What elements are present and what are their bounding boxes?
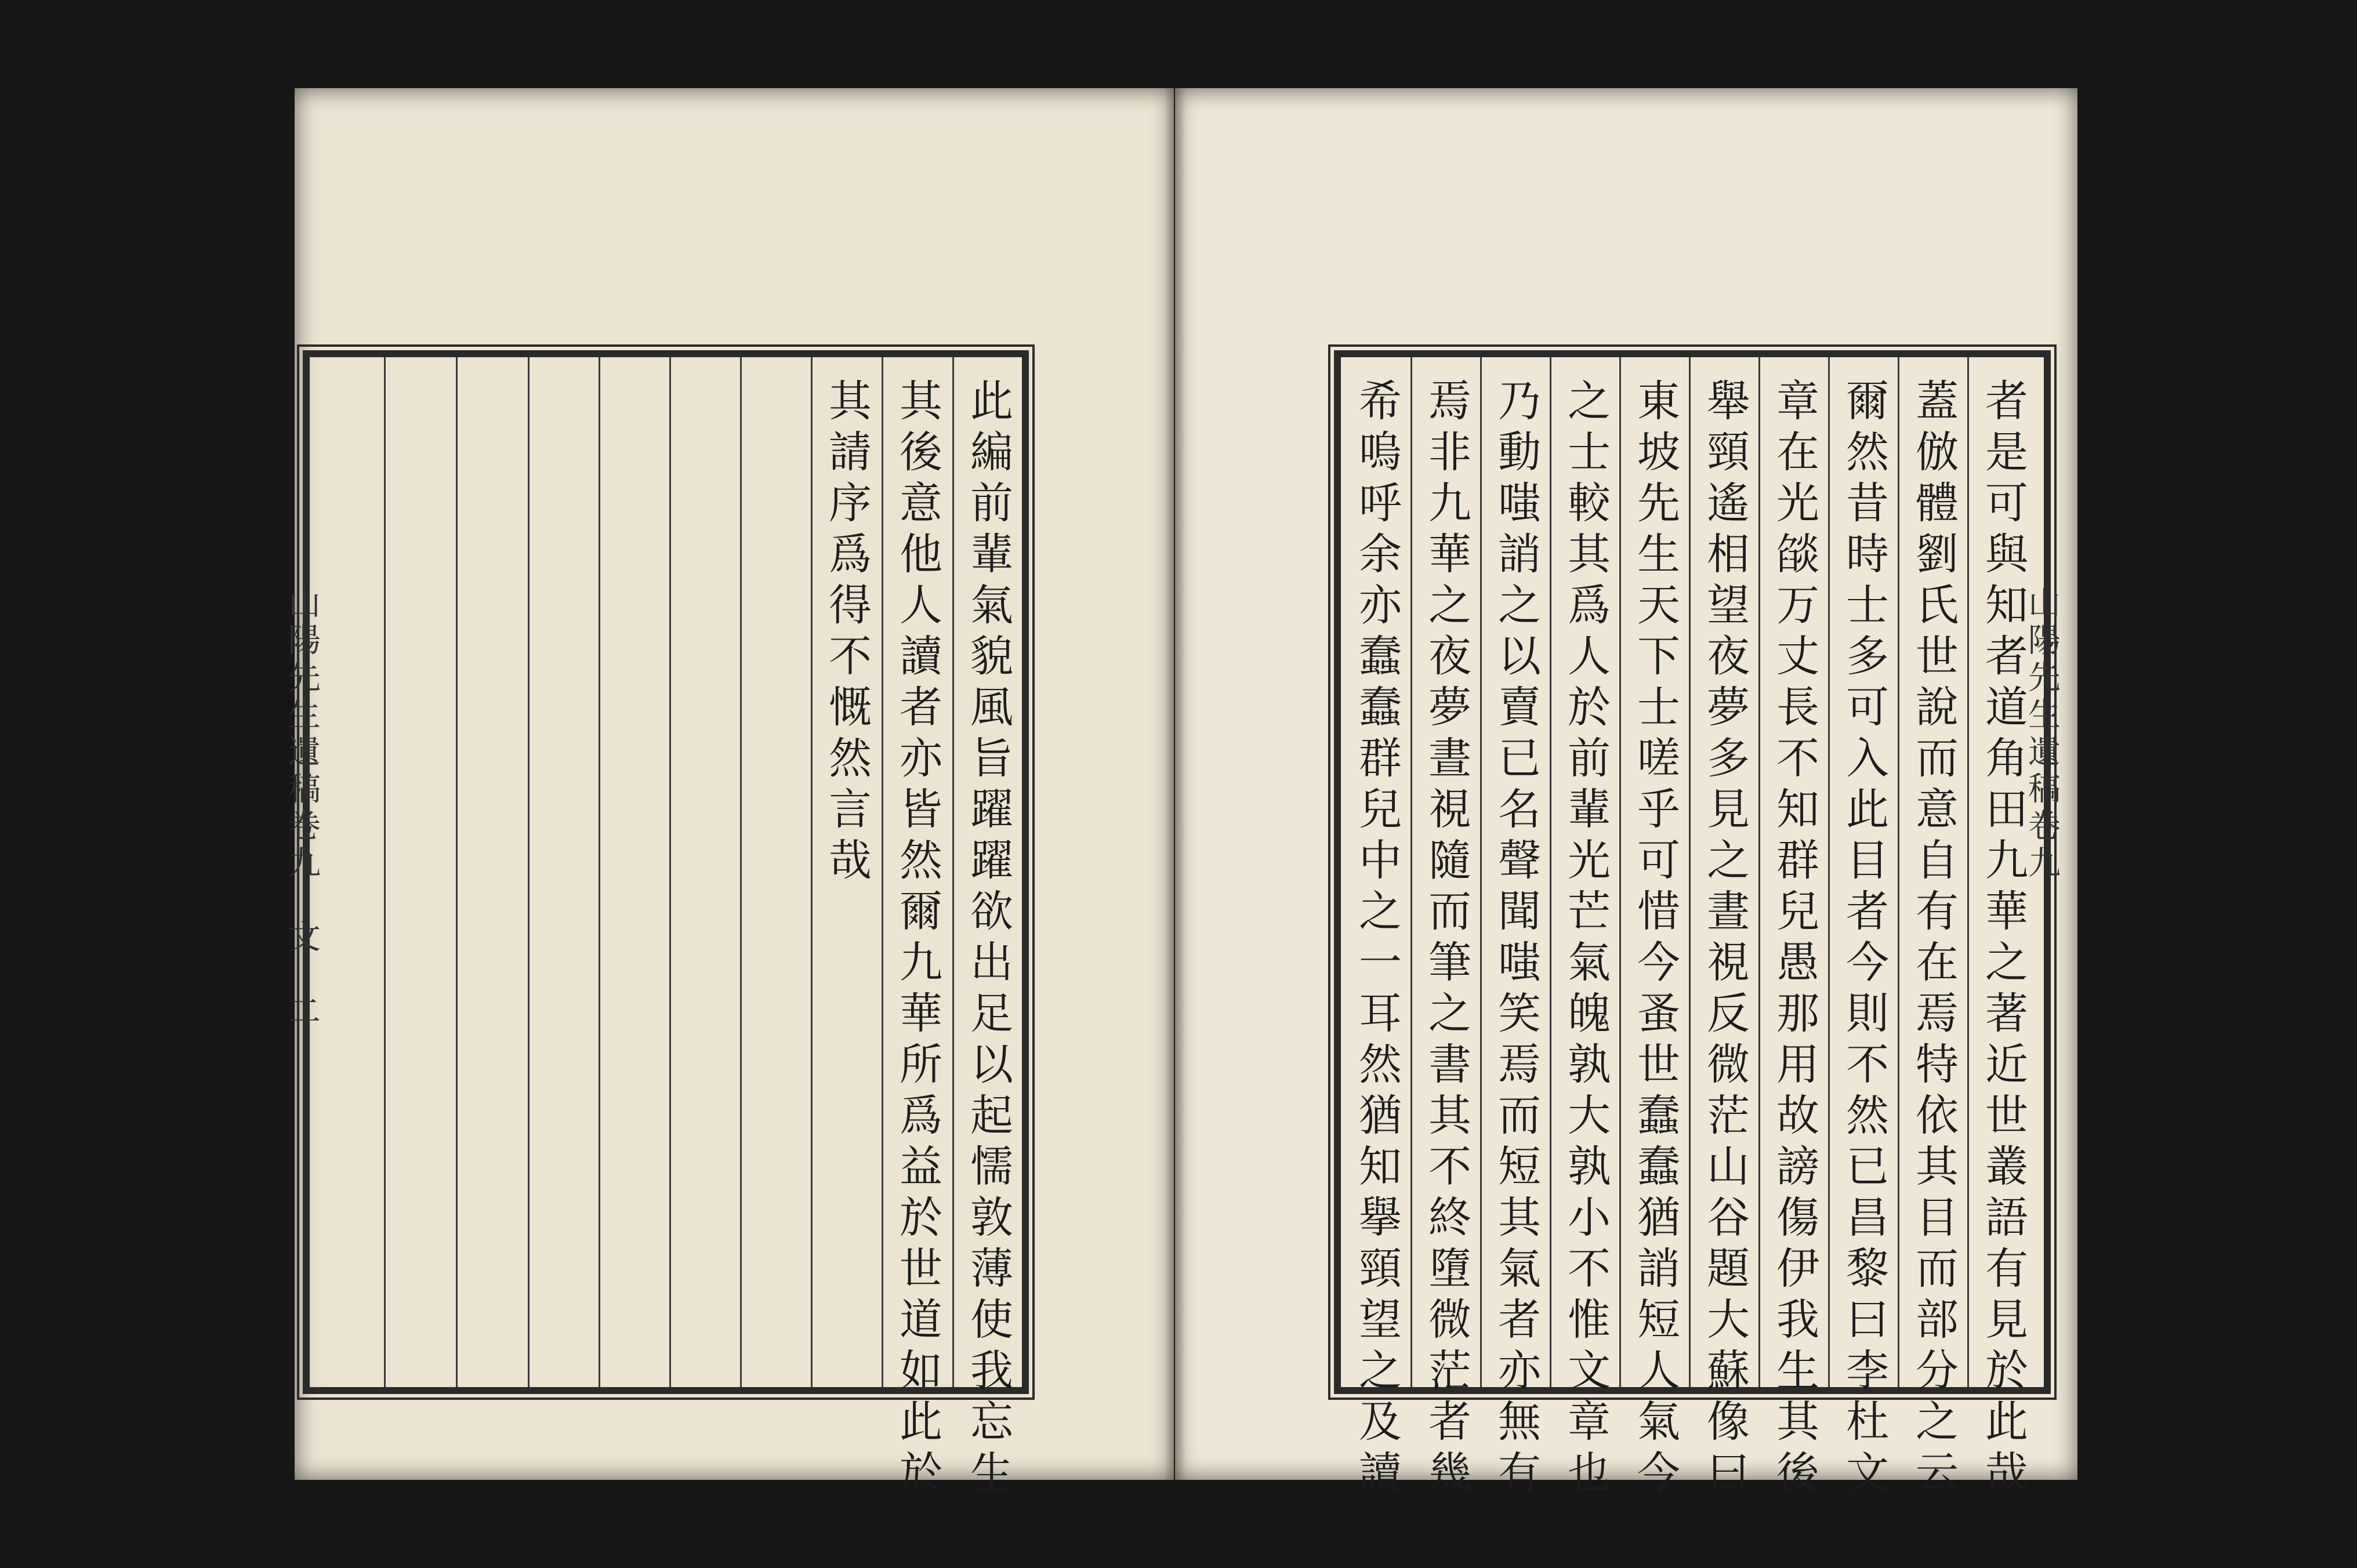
right-column-1: 者是可與知者道角田九華之著近世叢語有見於此哉 [1978, 378, 2028, 1501]
right-column-5: 舉頸遙相望夜夢多見之晝視反微茫山谷題大蘇像曰 [1700, 378, 1750, 1501]
right-column-10: 希嗚呼余亦蠢蠢群兒中之一耳然猶知擧頸望之及讀 [1352, 378, 1402, 1501]
right-column-2: 蓋倣體劉氏世說而意自有在焉特依其目而部分之云 [1909, 378, 1959, 1501]
left-text-frame [303, 350, 1029, 1501]
right-page-banner: 山陽先生遺稿卷九 [2023, 586, 2061, 883]
left-column-3: 其請序爲得不慨然言哉 [822, 378, 872, 888]
right-column-3: 爾然昔時士多可入此目者今則不然已昌黎曰李杜文 [1839, 378, 1889, 1501]
right-column-8: 乃動嗤誚之以賣已名聲聞嗤笑焉而短其氣者亦無有 [1491, 378, 1541, 1501]
right-column-4: 章在光燄万丈長不知群兒愚那用故謗傷伊我生其後 [1769, 378, 1819, 1501]
book-gutter [1165, 88, 1185, 1480]
left-page-banner: 山陽先生遺稿卷九 文 二 [283, 586, 321, 1031]
left-column-2: 其後意他人讀者亦皆然爾九華所爲益於世道如此於 [893, 378, 942, 1501]
right-column-9: 焉非九華之夜夢晝視隨而筆之書其不終墮微茫者幾 [1422, 378, 1471, 1501]
right-column-7: 之士較其爲人於前輩光芒氣魄孰大孰小不惟文章也 [1561, 378, 1611, 1501]
right-column-6: 東坡先生天下士嗟乎可惜今蚤世蠢蠢猶誚短人氣今 [1630, 378, 1680, 1501]
left-column-1: 此編前輩氣貌風旨躍躍欲出足以起懦敦薄使我忘生 [963, 378, 1013, 1501]
right-text-frame [1334, 350, 2051, 1501]
